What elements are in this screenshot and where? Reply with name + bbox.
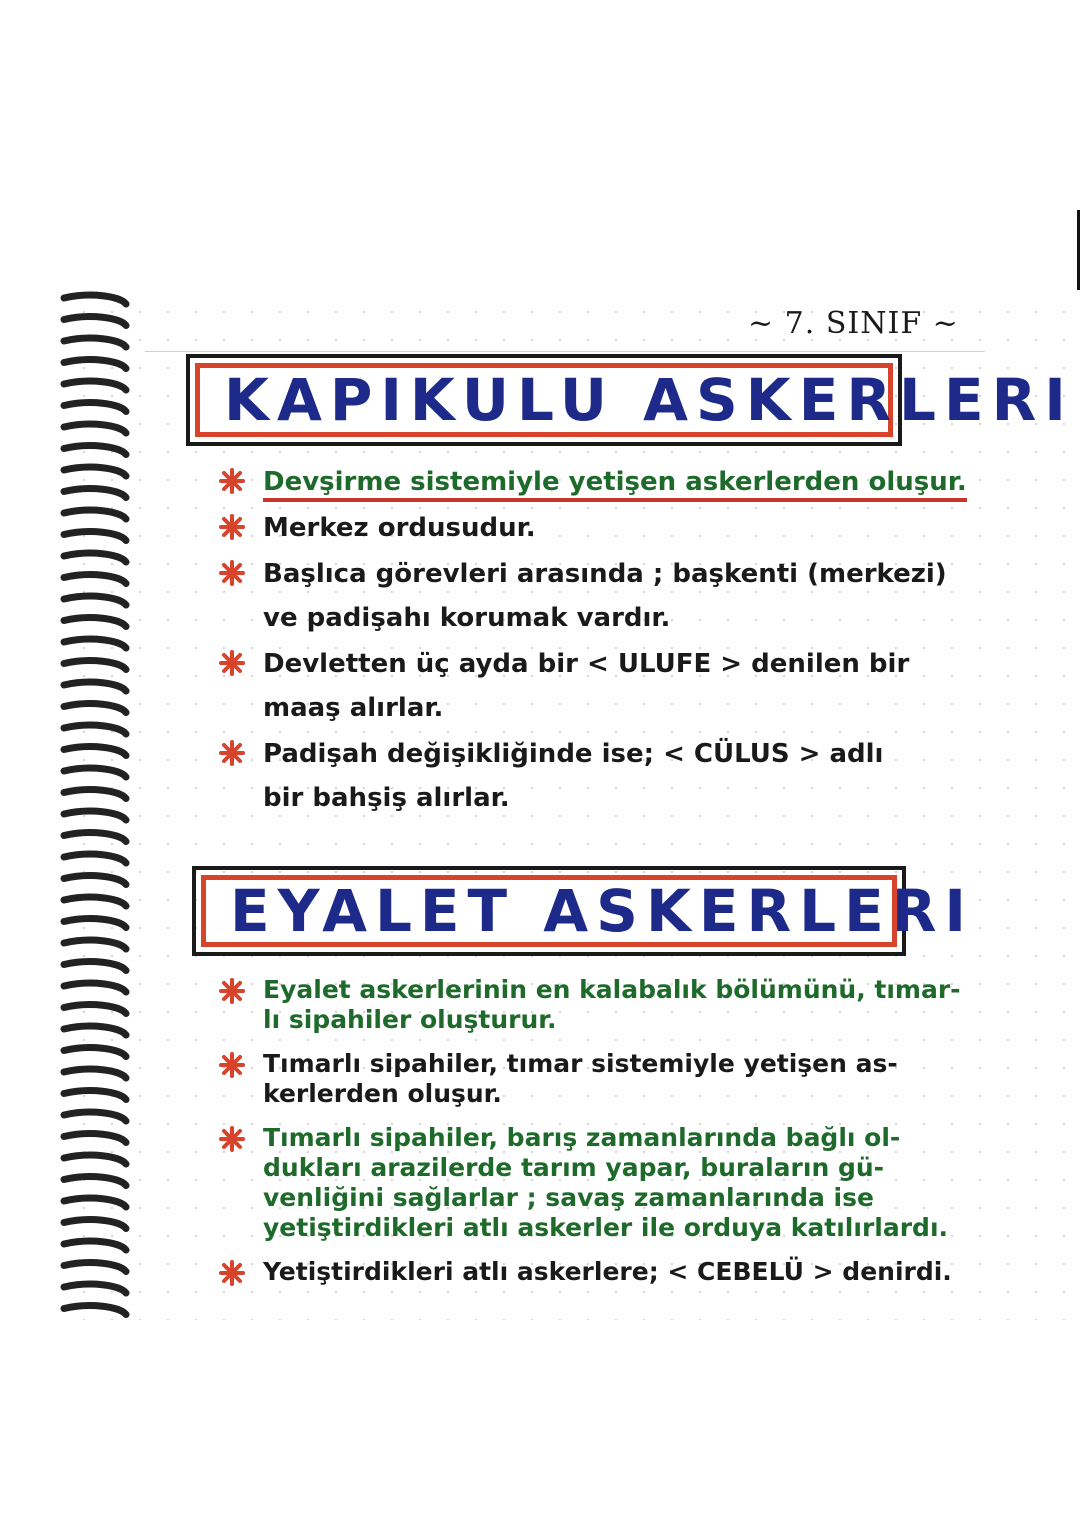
- spiral-coil: [64, 1134, 126, 1143]
- red-star-icon: [219, 740, 245, 766]
- list-item-line: [263, 460, 1015, 504]
- spiral-coil: [64, 553, 126, 562]
- list-item: [215, 975, 1015, 1035]
- spiral-coil: [64, 876, 126, 885]
- list-item-line: yetiştirdikleri atlı askerler ile orduya katılırlardı.: [263, 1213, 949, 1242]
- list-item-line: dukları arazilerde tarım yapar, buraların gü-: [263, 1153, 885, 1182]
- spiral-coil: [64, 747, 126, 756]
- spiral-coil: [64, 360, 126, 369]
- spiral-coil: [64, 962, 126, 971]
- list-item: [215, 552, 1015, 640]
- list-item-line: maaş alırlar.: [263, 693, 444, 723]
- spiral-coil: [64, 682, 126, 691]
- section-title-box-eyalet: [192, 866, 974, 956]
- red-star-icon: [219, 1260, 245, 1286]
- spiral-coil: [64, 639, 126, 648]
- spiral-coil: [64, 381, 126, 390]
- spiral-coil: [64, 596, 126, 605]
- list-item: [215, 1257, 1015, 1287]
- spiral-coil: [64, 510, 126, 519]
- list-item-line: ve padişahı korumak vardır.: [263, 603, 671, 633]
- list-item-text: Devşirme sistemiyle yetişen askerlerden oluşur.: [263, 467, 967, 502]
- spiral-coil: [64, 704, 126, 713]
- spiral-coil: [64, 532, 126, 541]
- spiral-coil: [64, 295, 126, 304]
- spiral-coil: [64, 983, 126, 992]
- list-item-line: Başlıca görevleri arasında ; başkenti (merkezi): [263, 559, 947, 589]
- spiral-coil: [64, 1048, 126, 1057]
- red-star-icon: [219, 650, 245, 676]
- section-title-frame: [195, 363, 1074, 437]
- list-item-line: lı sipahiler oluşturur.: [263, 1005, 557, 1034]
- list-item-line: Tımarlı sipahiler, tımar sistemiyle yetişen as-: [263, 1049, 898, 1078]
- spiral-coil: [64, 811, 126, 820]
- section-title-box-kapikulu: [186, 354, 1074, 446]
- list-item-line: Merkez ordusudur.: [263, 513, 536, 543]
- class-label: ~ 7. SINIF ~: [748, 306, 959, 341]
- spiral-coil: [64, 919, 126, 928]
- list-item: [215, 460, 1015, 504]
- spiral-coil: [64, 1155, 126, 1164]
- spiral-coil: [64, 661, 126, 670]
- list-item-line: venliğini sağlarlar ; savaş zamanlarında ise: [263, 1183, 874, 1212]
- spiral-coil: [64, 317, 126, 326]
- spiral-coil: [64, 338, 126, 347]
- spiral-coil: [64, 1177, 126, 1186]
- spiral-coil: [64, 1112, 126, 1121]
- spiral-coil: [64, 1091, 126, 1100]
- spiral-coil: [64, 1069, 126, 1078]
- list-item-line: kerlerden oluşur.: [263, 1079, 502, 1108]
- list-item-line: Devletten üç ayda bir < ULUFE > denilen bir: [263, 649, 910, 679]
- section-title-eyalet: EYALET ASKERLERI: [230, 877, 974, 945]
- list-item-line: bir bahşiş alırlar.: [263, 783, 510, 813]
- spiral-coil: [64, 575, 126, 584]
- list-item-line: Yetiştirdikleri atlı askerlere; < CEBELÜ > denirdi.: [263, 1257, 952, 1286]
- spiral-coil: [64, 790, 126, 799]
- spiral-coil: [64, 467, 126, 476]
- spiral-coil: [64, 1284, 126, 1293]
- spiral-coil: [64, 1198, 126, 1207]
- spiral-coil: [64, 1263, 126, 1272]
- list-item-line: Padişah değişikliğinde ise; < CÜLUS > adlı: [263, 739, 884, 769]
- spiral-coil: [64, 833, 126, 842]
- list-item: [215, 642, 1015, 730]
- list-item-line: Tımarlı sipahiler, barış zamanlarında bağlı ol-: [263, 1123, 901, 1152]
- spiral-coil: [64, 489, 126, 498]
- red-star-icon: [219, 560, 245, 586]
- bullet-list-kapikulu: [215, 460, 1015, 822]
- list-item: [215, 1123, 1015, 1243]
- spiral-coil: [64, 1241, 126, 1250]
- list-item-line: Eyalet askerlerinin en kalabalık bölümünü, tımar-: [263, 975, 961, 1004]
- spiral-coil: [64, 940, 126, 949]
- red-star-icon: [219, 1052, 245, 1078]
- spiral-coil: [64, 403, 126, 412]
- spiral-coil: [64, 768, 126, 777]
- section-title-frame: [201, 875, 974, 947]
- bullet-list-eyalet: [215, 975, 1015, 1301]
- red-star-icon: [219, 468, 245, 494]
- spiral-coil: [64, 424, 126, 433]
- list-item: [215, 506, 1015, 550]
- list-item: [215, 1049, 1015, 1109]
- spiral-coil: [64, 1026, 126, 1035]
- list-item: [215, 732, 1015, 820]
- spiral-coil: [64, 1306, 126, 1315]
- spiral-coil: [64, 1005, 126, 1014]
- spiral-coil: [64, 725, 126, 734]
- spiral-binding: [60, 290, 132, 1320]
- header-divider: [145, 351, 985, 352]
- spiral-coil: [64, 897, 126, 906]
- spiral-coil: [64, 854, 126, 863]
- red-star-icon: [219, 514, 245, 540]
- spiral-coil: [64, 1220, 126, 1229]
- spiral-coil: [64, 618, 126, 627]
- red-star-icon: [219, 1126, 245, 1152]
- section-title-kapikulu: KAPIKULU ASKERLERI: [224, 366, 1074, 434]
- red-star-icon: [219, 978, 245, 1004]
- spiral-coil: [64, 446, 126, 455]
